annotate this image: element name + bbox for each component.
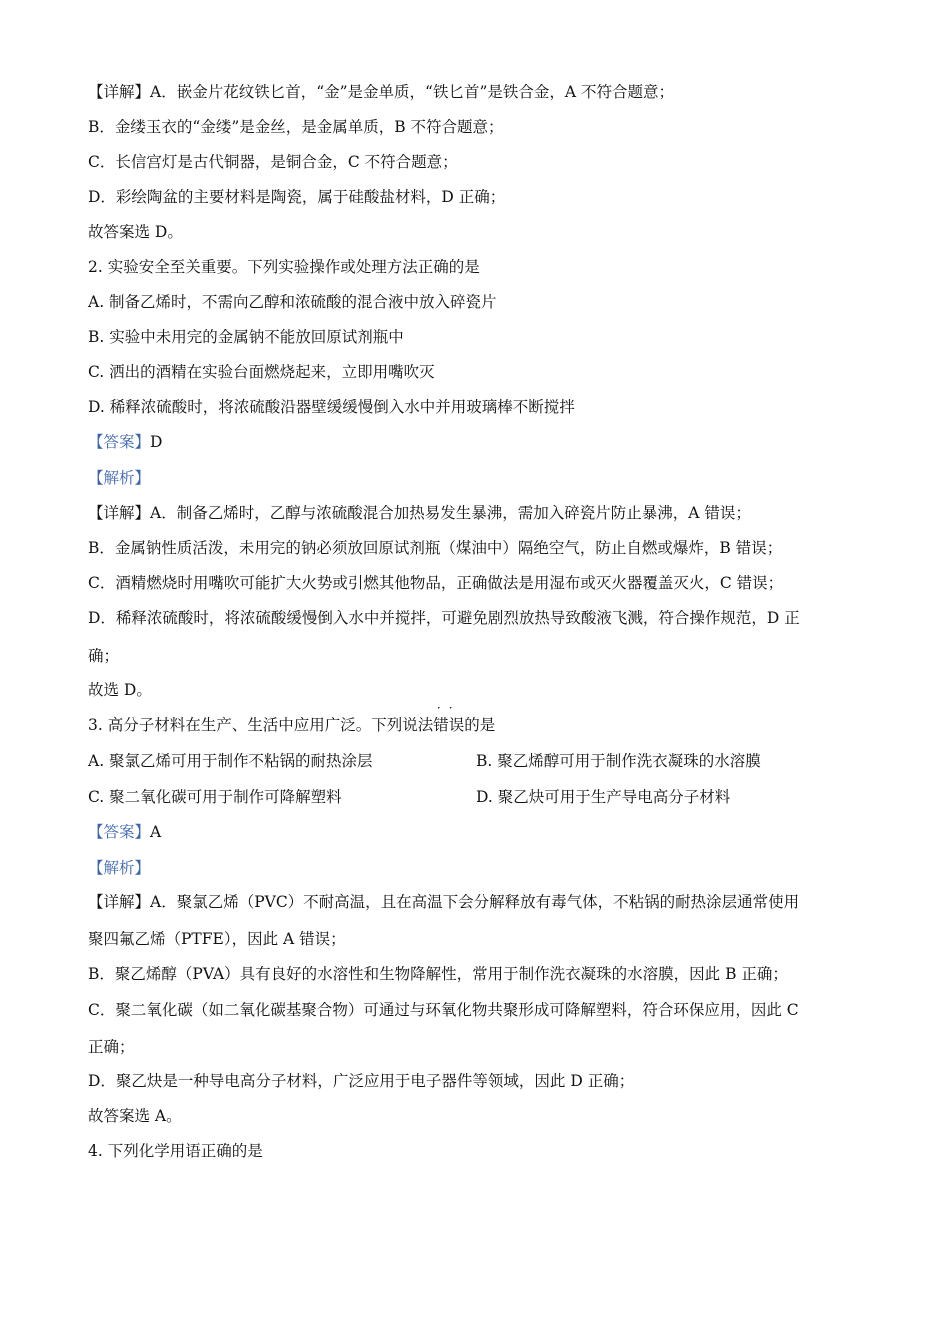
answer-value: A: [150, 823, 162, 841]
q2-option-a: A. 制备乙烯时，不需向乙醇和浓硫酸的混合液中放入碎瓷片: [88, 293, 497, 311]
q3-stem: [88, 701, 496, 736]
emphasis-dots: ··: [436, 701, 461, 715]
q2-detail-a: 【详解】A．制备乙烯时，乙醇与浓硫酸混合加热易发生暴沸，需加入碎瓷片防止暴沸，A 错误；: [88, 504, 751, 522]
q1-detail-d: D．彩绘陶盆的主要材料是陶瓷，属于硅酸盐材料，D 正确；: [88, 188, 506, 206]
q2-stem: 2. 实验安全至关重要。下列实验操作或处理方法正确的是: [88, 258, 480, 276]
q3-stem-tail: 的是: [464, 716, 496, 734]
q3-detail-d: D．聚乙炔是一种导电高分子材料，广泛应用于电子器件等领域，因此 D 正确；: [88, 1072, 635, 1090]
q3-stem-emphasis: [433, 701, 465, 736]
answer-label: 【答案】: [88, 823, 151, 841]
q2-detail-b: B．金属钠性质活泼，未用完的钠必须放回原试剂瓶（煤油中）隔绝空气，防止自燃或爆炸，B 错误；: [88, 539, 783, 557]
q3-analysis-label: 【解析】: [88, 859, 151, 877]
q2-detail-d-line1: D．稀释浓硫酸时，将浓硫酸缓慢倒入水中并搅拌，可避免剧烈放热导致酸液飞溅，符合操作规范，D 正: [88, 609, 800, 627]
q3-detail-c-line2: 正确；: [88, 1038, 135, 1056]
q3-option-b: B. 聚乙烯醇可用于制作洗衣凝珠的水溶膜: [476, 752, 761, 770]
q1-detail-c: C．长信宫灯是古代铜器，是铜合金，C 不符合题意；: [88, 153, 458, 171]
q4-stem: 4. 下列化学用语正确的是: [88, 1142, 263, 1160]
q3-detail-a-line2: 聚四氟乙烯（PTFE），因此 A 错误；: [88, 930, 346, 948]
answer-label: 【答案】: [88, 433, 151, 451]
q2-analysis-label: 【解析】: [88, 469, 151, 487]
q3-option-a: A. 聚氯乙烯可用于制作不粘锅的耐热涂层: [88, 752, 373, 770]
q3-detail-a-line1: 【详解】A．聚氯乙烯（PVC）不耐高温，且在高温下会分解释放有毒气体，不粘锅的耐热涂层通常使用: [88, 893, 800, 911]
q3-detail-c-line1: C．聚二氧化碳（如二氧化碳基聚合物）可通过与环氧化物共聚形成可降解塑料，符合环保应用，因此 C: [88, 1001, 799, 1019]
q3-detail-b: B．聚乙烯醇（PVA）具有良好的水溶性和生物降解性，常用于制作洗衣凝珠的水溶膜，因此 B 正确；: [88, 965, 788, 983]
answer-value: D: [150, 433, 163, 451]
q3-answer: [88, 821, 161, 843]
q3-stem-emph-text: 错误: [433, 716, 465, 734]
q2-detail-c: C．酒精燃烧时用嘴吹可能扩大火势或引燃其他物品，正确做法是用湿布或灭火器覆盖灭火，C 错误；: [88, 574, 784, 592]
q1-conclusion: 故答案选 D。: [88, 223, 183, 241]
q2-option-d: D. 稀释浓硫酸时，将浓硫酸沿器壁缓缓慢倒入水中并用玻璃棒不断搅拌: [88, 398, 575, 416]
q3-option-c: C. 聚二氧化碳可用于制作可降解塑料: [88, 788, 342, 806]
q3-conclusion: 故答案选 A。: [88, 1107, 182, 1125]
q2-conclusion: 故选 D。: [88, 681, 152, 699]
q2-answer: [88, 431, 162, 453]
q1-detail-b: B．金缕玉衣的“金缕”是金丝，是金属单质，B 不符合题意；: [88, 118, 504, 136]
q3-option-d: D. 聚乙炔可用于生产导电高分子材料: [476, 788, 731, 806]
q2-detail-d-line2: 确；: [88, 647, 120, 665]
q1-detail-a: 【详解】A．嵌金片花纹铁匕首，“金”是金单质，“铁匕首”是铁合金，A 不符合题意；: [88, 83, 675, 101]
q3-stem-text: 3. 高分子材料在生产、生活中应用广泛。下列说法: [88, 716, 434, 734]
q2-option-b: B. 实验中未用完的金属钠不能放回原试剂瓶中: [88, 328, 404, 346]
q2-option-c: C. 洒出的酒精在实验台面燃烧起来，立即用嘴吹灭: [88, 363, 435, 381]
